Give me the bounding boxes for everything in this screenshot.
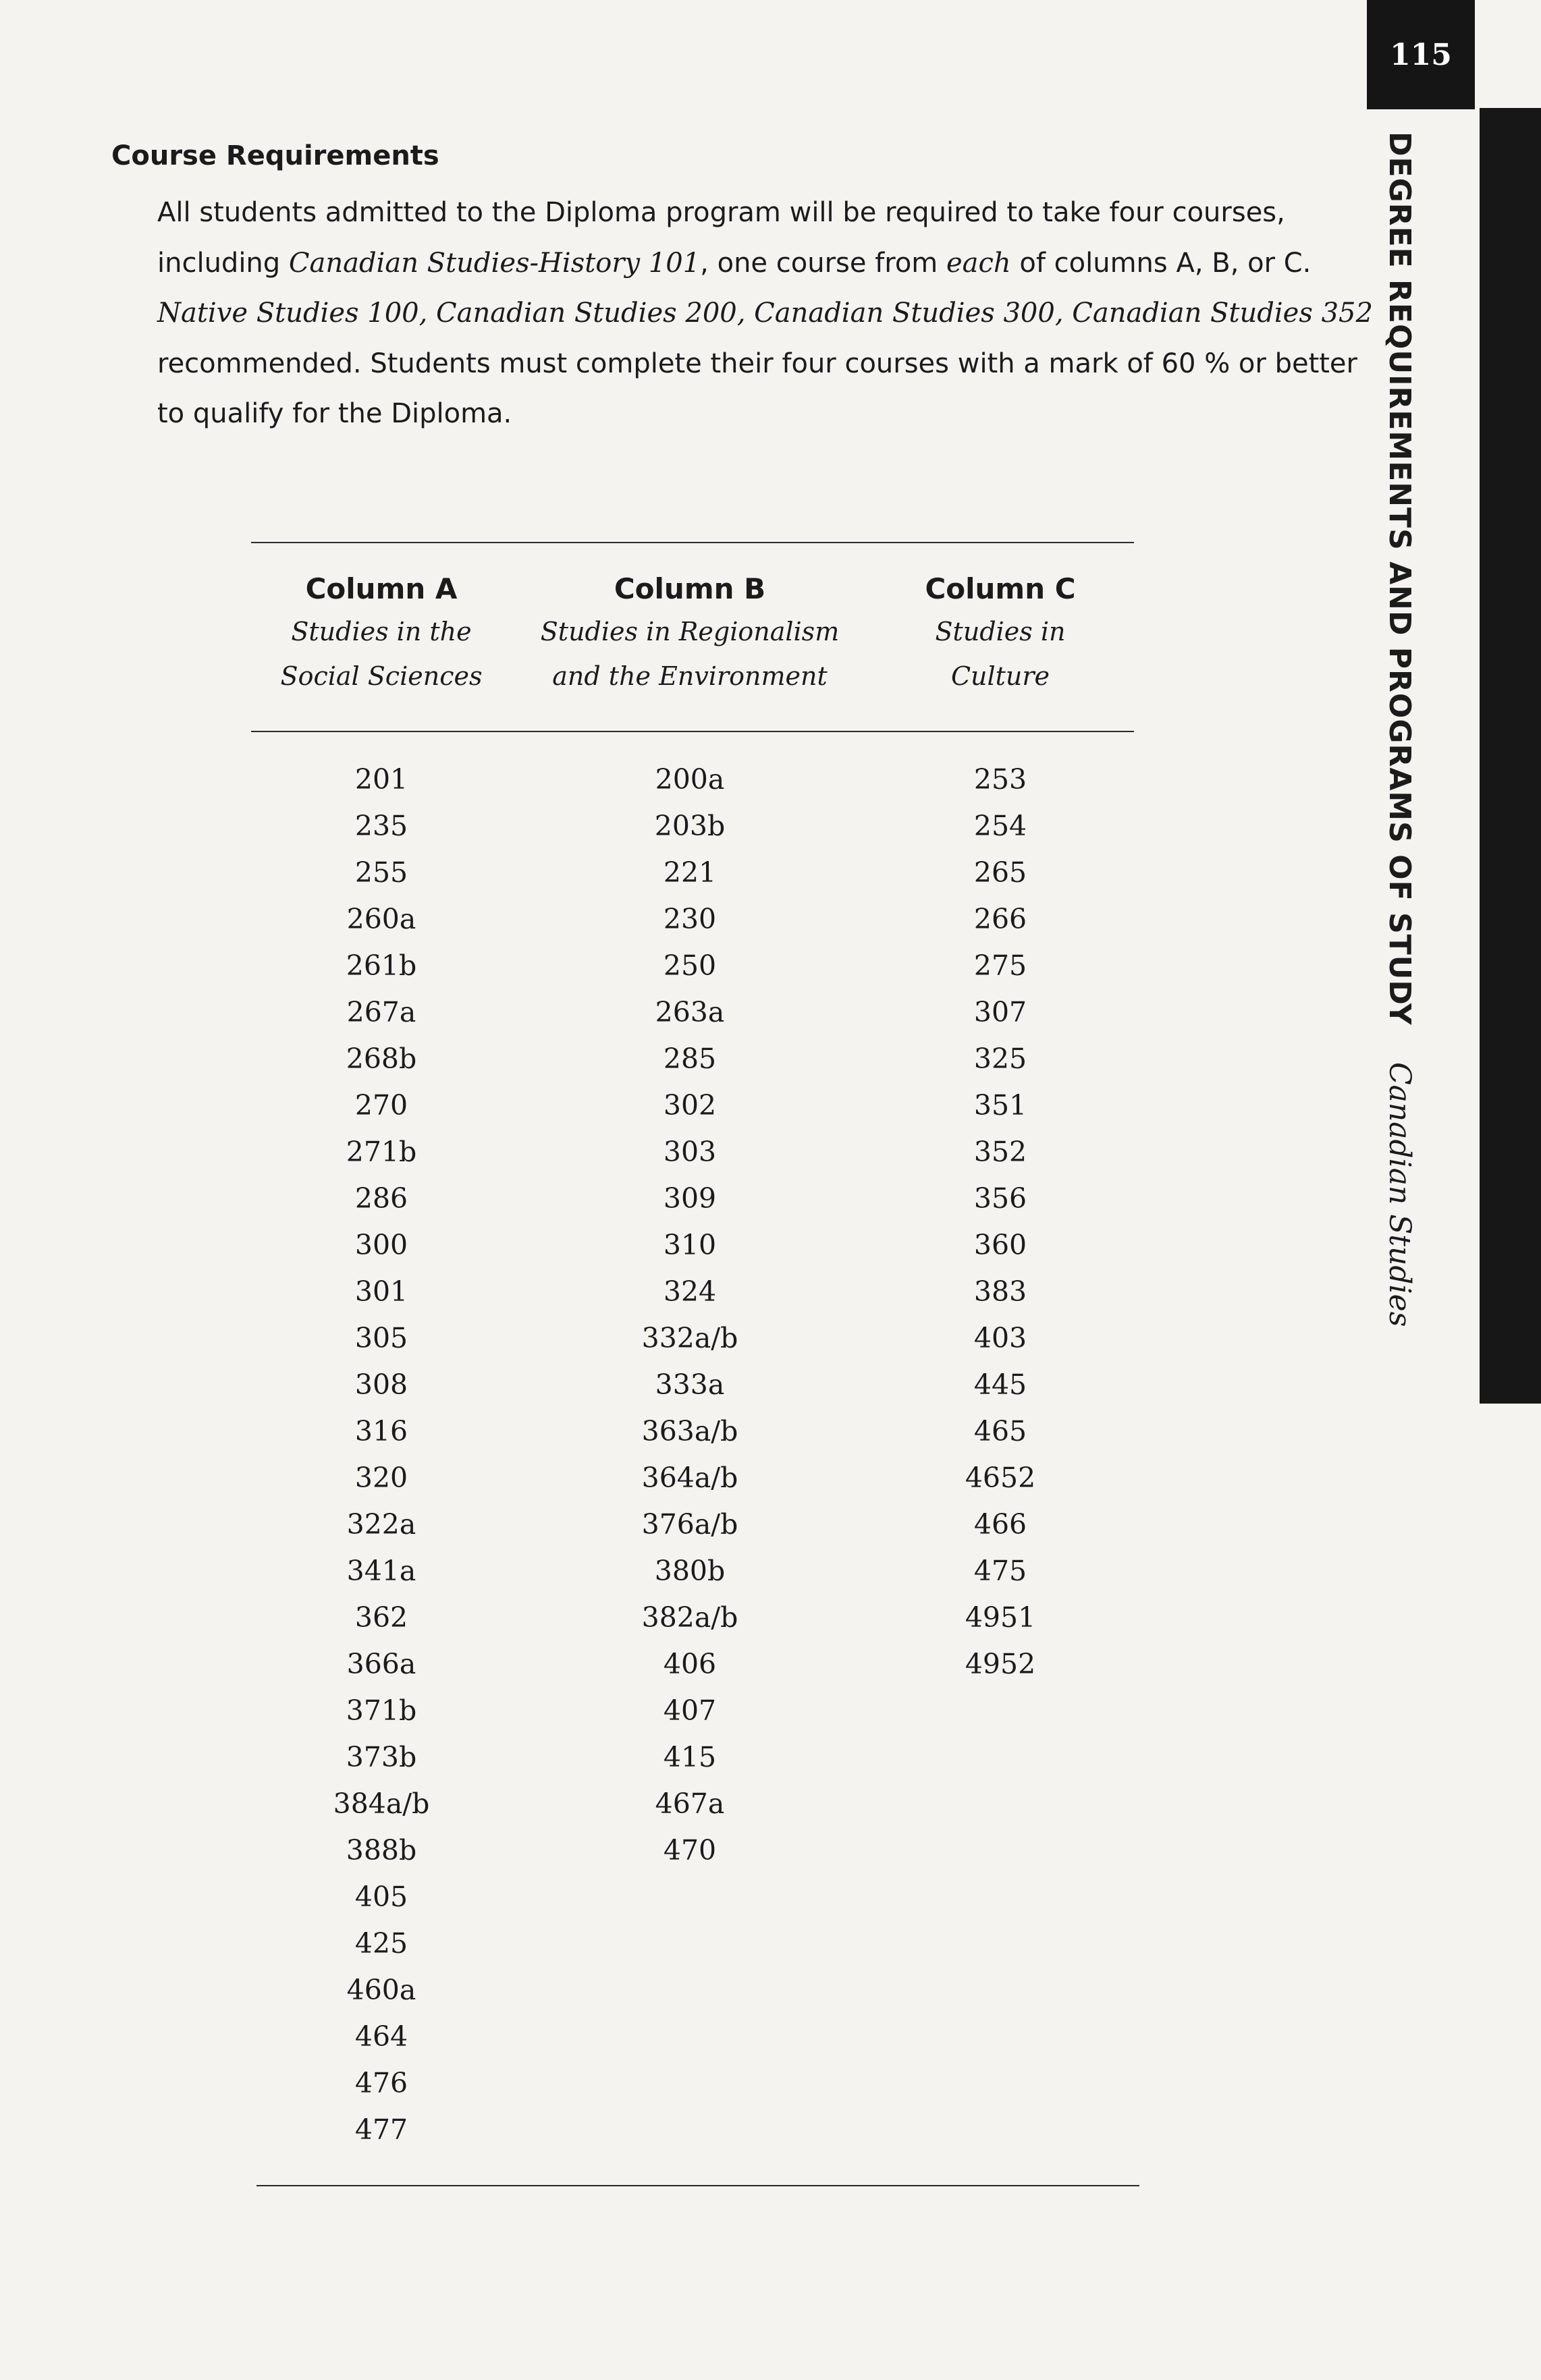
- section-heading: Course Requirements: [111, 140, 439, 171]
- intro-line-4: recommended. Students must complete their four courses with a mark of 60 % or better: [157, 348, 1357, 379]
- column-c-subtitle-2: Culture: [950, 661, 1050, 691]
- course-number: 270: [354, 1089, 408, 1122]
- intro-course-name: Canadian Studies-History 101: [288, 247, 701, 279]
- side-title-main: DEGREE REQUIREMENTS AND PROGRAMS OF STUDY: [1382, 132, 1417, 1026]
- course-number: 371b: [346, 1694, 417, 1727]
- course-number: 265: [973, 856, 1027, 889]
- course-number: 4652: [965, 1462, 1036, 1494]
- course-number: 380b: [654, 1555, 726, 1587]
- course-number: 460a: [346, 1974, 416, 2006]
- course-number: 382a/b: [641, 1601, 738, 1634]
- course-number: 268b: [346, 1043, 417, 1075]
- course-number: 200a: [655, 763, 725, 796]
- course-number: 332a/b: [641, 1322, 738, 1354]
- course-number: 322a: [346, 1508, 416, 1541]
- course-number: 425: [354, 1927, 408, 1960]
- intro-line-2: [157, 238, 1359, 289]
- course-number: 415: [663, 1741, 717, 1773]
- course-number: 300: [354, 1229, 408, 1261]
- intro-line-2-e: of columns A, B, or C.: [1010, 247, 1312, 279]
- intro-line-2-c: , one course from: [700, 247, 946, 279]
- course-number: 362: [354, 1601, 408, 1634]
- course-number: 254: [973, 810, 1027, 842]
- course-number: 406: [663, 1648, 717, 1680]
- table-top-rule: [251, 542, 1134, 543]
- course-number: 221: [663, 856, 717, 889]
- course-number: 384a/b: [333, 1788, 430, 1820]
- intro-emphasis-each: each: [946, 247, 1011, 279]
- course-number: 305: [354, 1322, 408, 1354]
- course-number: 201: [354, 763, 408, 796]
- course-number: 316: [354, 1415, 408, 1447]
- course-number: 255: [354, 856, 408, 889]
- column-a-courses: [280, 756, 483, 2153]
- course-number: 266: [973, 903, 1027, 935]
- course-number: 366a: [346, 1648, 416, 1680]
- column-a-header: [206, 569, 557, 698]
- course-number: 466: [973, 1508, 1027, 1541]
- course-number: 333a: [655, 1368, 725, 1401]
- course-number: 285: [663, 1043, 717, 1075]
- column-a-title: Column A: [305, 572, 458, 605]
- course-number: 445: [973, 1368, 1027, 1401]
- course-number: 250: [663, 949, 717, 982]
- course-number: 360: [973, 1229, 1027, 1261]
- course-number: 351: [973, 1089, 1027, 1122]
- column-c-title: Column C: [925, 572, 1076, 605]
- course-number: 341a: [346, 1555, 416, 1587]
- side-thumb-strip: [1480, 108, 1541, 1404]
- side-title-subtitle: Canadian Studies: [1382, 1061, 1417, 1327]
- side-running-title: [1382, 132, 1417, 1327]
- column-b-header: [514, 569, 865, 698]
- course-number: 303: [663, 1136, 717, 1168]
- course-number: 230: [663, 903, 717, 935]
- course-number: 235: [354, 810, 408, 842]
- course-number: 253: [973, 763, 1027, 796]
- course-number: 203b: [654, 810, 726, 842]
- course-number: 325: [973, 1043, 1027, 1075]
- intro-line-3-recommended-courses: Native Studies 100, Canadian Studies 200, Canadian Studies 300, Canadian Studies 352: [157, 298, 1373, 329]
- column-c-subtitle-1: Studies in: [935, 617, 1066, 646]
- course-number: 309: [663, 1182, 717, 1215]
- column-b-title: Column B: [614, 572, 766, 605]
- course-number: 383: [973, 1275, 1027, 1308]
- course-number: 407: [663, 1694, 717, 1727]
- page-number: 115: [1367, 0, 1475, 109]
- course-number: 403: [973, 1322, 1027, 1354]
- course-number: 308: [354, 1368, 408, 1401]
- course-number: 388b: [346, 1834, 417, 1866]
- course-number: 376a/b: [641, 1508, 738, 1541]
- table-bottom-rule: [256, 2185, 1139, 2186]
- course-number: 470: [663, 1834, 717, 1866]
- course-number: 301: [354, 1275, 408, 1308]
- intro-paragraph: [157, 188, 1373, 439]
- intro-line-5: to qualify for the Diploma.: [157, 398, 512, 429]
- column-a-subtitle-1: Studies in the: [291, 617, 472, 646]
- column-b-courses: [589, 756, 791, 1874]
- course-number: 302: [663, 1089, 717, 1122]
- course-number: 352: [973, 1136, 1027, 1168]
- table-header-rule: [251, 731, 1134, 732]
- course-number: 261b: [346, 949, 417, 982]
- course-number: 320: [354, 1462, 408, 1494]
- course-number: 4952: [965, 1648, 1036, 1680]
- course-number: 271b: [346, 1136, 417, 1168]
- course-number: 373b: [346, 1741, 417, 1773]
- course-number: 464: [354, 2020, 408, 2053]
- course-number: 307: [973, 996, 1027, 1028]
- course-number: 267a: [346, 996, 416, 1028]
- column-c-header: [825, 569, 1176, 698]
- course-number: 275: [973, 949, 1027, 982]
- course-number: 286: [354, 1182, 408, 1215]
- course-number: 477: [354, 2113, 408, 2146]
- intro-line-2-a: including: [157, 247, 289, 279]
- column-a-subtitle-2: Social Sciences: [280, 661, 483, 691]
- course-number: 465: [973, 1415, 1027, 1447]
- column-b-subtitle-2: and the Environment: [552, 661, 828, 691]
- course-number: 364a/b: [641, 1462, 738, 1494]
- course-number: 356: [973, 1182, 1027, 1215]
- course-number: 4951: [965, 1601, 1036, 1634]
- column-c-courses: [899, 756, 1102, 1688]
- course-number: 310: [663, 1229, 717, 1261]
- course-number: 467a: [655, 1788, 725, 1820]
- column-b-subtitle-1: Studies in Regionalism: [540, 617, 840, 646]
- course-number: 363a/b: [641, 1415, 738, 1447]
- course-number: 476: [354, 2067, 408, 2099]
- course-number: 475: [973, 1555, 1027, 1587]
- course-number: 324: [663, 1275, 717, 1308]
- course-number: 260a: [346, 903, 416, 935]
- course-number: 405: [354, 1881, 408, 1913]
- course-number: 263a: [655, 996, 725, 1028]
- intro-line-1: All students admitted to the Diploma program will be required to take four courses,: [157, 197, 1285, 228]
